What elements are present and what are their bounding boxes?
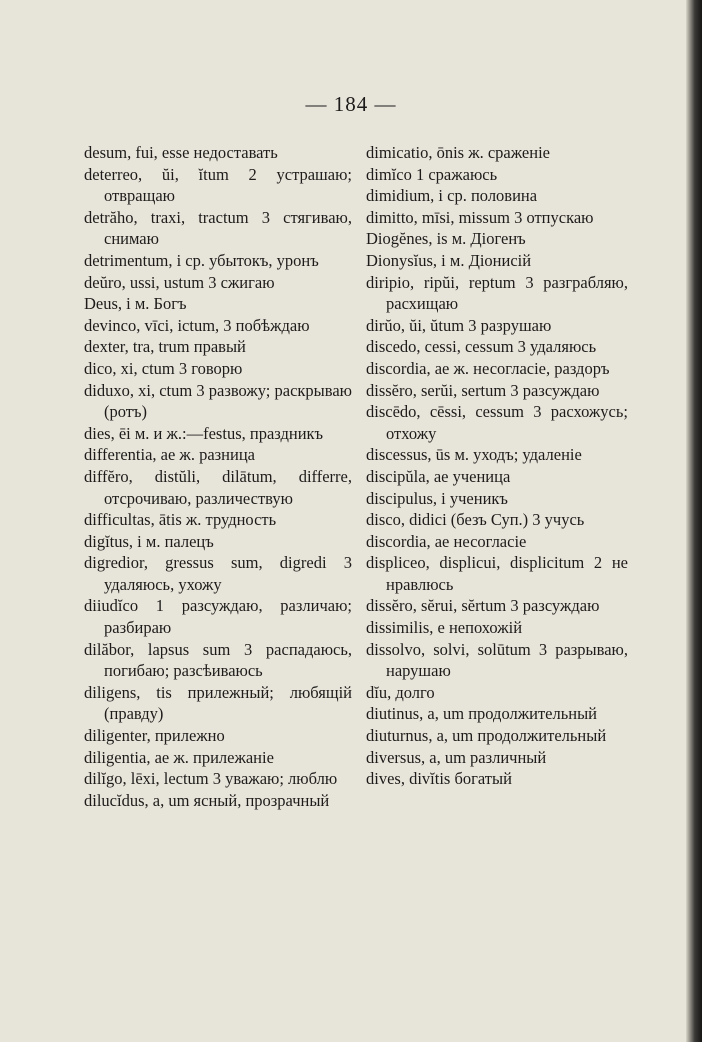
dictionary-entry: Diogĕnes, is м. Діогенъ <box>366 229 526 249</box>
dictionary-entry: differentia, ae ж. разница <box>84 445 255 465</box>
dictionary-entry: diligenter, прилежно <box>84 726 225 746</box>
book-spine-edge <box>686 0 702 1042</box>
dictionary-entry: diffĕro, distŭli, dilātum, differre, отсрочиваю, различествую <box>84 466 352 508</box>
dictionary-entry: deŭro, ussi, ustum 3 сжигаю <box>84 272 275 292</box>
dictionary-entry: dimĭco 1 сражаюсь <box>366 164 498 184</box>
dictionary-entry: dissolvo, solvi, solūtum 3 разрываю, нарушаю <box>366 639 628 681</box>
page-number: — 184 — <box>305 92 397 116</box>
dictionary-entry: diiudĭco 1 разсуждаю, различаю; разбираю <box>84 596 352 638</box>
dictionary-entry: digredior, gressus sum, digredi 3 удаляюсь, ухожу <box>84 553 352 594</box>
dictionary-entry: dexter, tra, trum правый <box>84 337 246 357</box>
dictionary-entry: dilăbor, lapsus sum 3 распадаюсь, погибаю; разсѣиваюсь <box>84 639 352 681</box>
dictionary-entry: diutinus, a, um продолжительный <box>366 704 597 724</box>
dictionary-entry: difficultas, ātis ж. трудность <box>84 510 277 530</box>
dictionary-entry: dimitto, mīsi, missum 3 отпускаю <box>366 207 594 227</box>
dictionary-entry: discipulus, i ученикъ <box>366 488 508 508</box>
dictionary-entry: diuturnus, a, um продолжительный <box>366 726 607 746</box>
dictionary-entry: dimicatio, ōnis ж. сраженіе <box>366 143 550 162</box>
dictionary-entry: displiceo, displicui, displicitum 2 не нравлюсь <box>366 553 628 594</box>
dictionary-entry: disco, didici (безъ Суп.) 3 учусь <box>366 510 585 530</box>
dictionary-entry: discedo, cessi, cessum 3 удаляюсь <box>366 337 597 357</box>
dictionary-entry: dĭu, долго <box>366 682 435 702</box>
dictionary-entry: dimidium, i ср. половина <box>366 186 538 206</box>
dictionary-entry: diligentia, ae ж. прилежаніе <box>84 747 274 767</box>
dictionary-entry: discipŭla, ae ученица <box>366 466 511 486</box>
dictionary-entry: dico, xi, ctum 3 говорю <box>84 358 243 378</box>
dictionary-entry: dives, divĭtis богатый <box>366 769 512 789</box>
dictionary-entry: devinco, vīci, ictum, 3 побѣждаю <box>84 315 310 335</box>
dictionary-entry: dissĕro, sĕrui, sĕrtum 3 разсуждаю <box>366 596 600 616</box>
dictionary-entry: discēdo, cēssi, cessum 3 расхожусь; отхожу <box>366 402 628 443</box>
dictionary-entry: desum, fui, esse недоставать <box>84 143 278 162</box>
dictionary-entry: dissimilis, e непохожій <box>366 618 523 638</box>
dictionary-entry: dirŭo, ŭi, ŭtum 3 разрушаю <box>366 315 552 335</box>
dictionary-entry: Deus, i м. Богъ <box>84 294 187 314</box>
dictionary-entry: diduxo, xi, ctum 3 развожу; раскрываю (ротъ) <box>84 380 352 422</box>
left-column <box>84 142 352 811</box>
dictionary-entry: dilĭgo, lēxi, lectum 3 уважаю; люблю <box>84 769 338 789</box>
dictionary-entry: diversus, a, um различный <box>366 747 547 767</box>
dictionary-entry: diligens, tis прилежный; любящій (правду) <box>84 682 352 724</box>
dictionary-entry: dies, ēi м. и ж.:—festus, праздникъ <box>84 423 324 443</box>
dictionary-entry: discordia, ae несогласіе <box>366 531 527 551</box>
dictionary-entry: Dionysĭus, i м. Діонисій <box>366 250 532 270</box>
dictionary-entry: detrăho, traxi, tractum 3 стягиваю, снимаю <box>84 207 352 249</box>
dictionary-entry: discordia, ae ж. несогласіе, раздоръ <box>366 358 610 378</box>
dictionary-entry: dissĕro, serŭi, sertum 3 разсуждаю <box>366 380 600 400</box>
dictionary-entry: discessus, ūs м. уходъ; удаленіе <box>366 445 582 465</box>
dictionary-entry: deterreo, ŭi, ĭtum 2 устрашаю; отвращаю <box>84 164 352 206</box>
dictionary-entry: dilucĭdus, a, um ясный, прозрачный <box>84 790 330 810</box>
dictionary-entry: diripio, ripŭi, reptum 3 разграбляю, расхищаю <box>366 272 628 314</box>
dictionary-entry: digĭtus, i м. палецъ <box>84 531 214 551</box>
dictionary-entry: detrimentum, i ср. убытокъ, уронъ <box>84 250 319 270</box>
right-column <box>366 142 628 790</box>
